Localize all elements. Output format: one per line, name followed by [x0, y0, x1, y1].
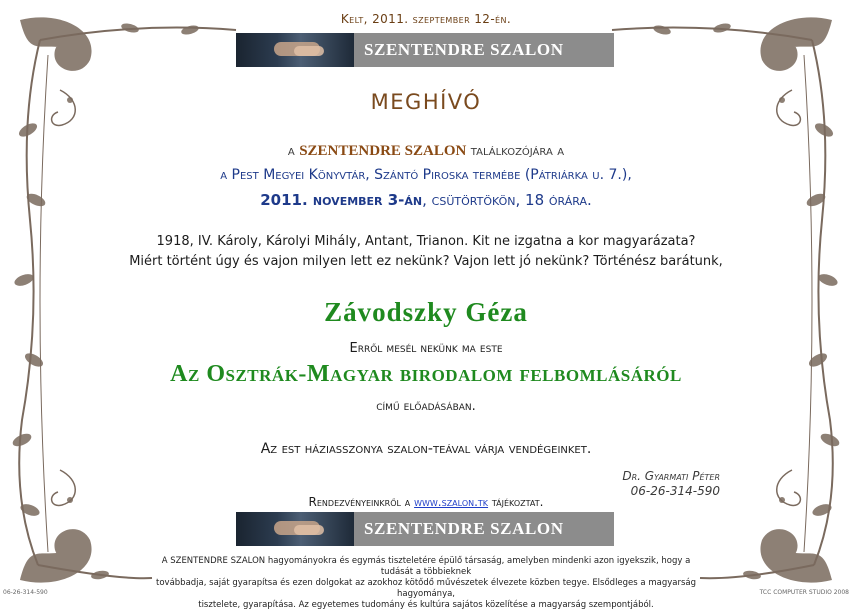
banner-label: SZENTENDRE SZALON	[364, 40, 564, 59]
intro-paragraph-2: Miért történt úgy és vajon milyen lett ez nekünk? Vajon lett jó nekünk? Történész barátunk,	[129, 254, 723, 269]
speaker-name: Závodszky Géza	[324, 297, 528, 327]
corner-left-text: 06-26-314-590	[3, 589, 48, 596]
venue-line: a Pest Megyei Könyvtár, Szántó Piroska termébe (Pátriárka u. 7.),	[220, 167, 632, 183]
handshake-image	[236, 512, 354, 546]
line1-suffix: találkozójára a	[470, 143, 565, 159]
invite-line-1	[0, 143, 852, 160]
invitation-title: MEGHÍVÓ	[370, 90, 482, 114]
handshake-image	[236, 33, 354, 67]
corner-right-text: TCC COMPUTER STUDIO 2008	[759, 589, 849, 596]
footer-banner-label: SZENTENDRE SZALON	[364, 519, 564, 538]
signature-phone: 06-26-314-590	[630, 484, 720, 498]
lecture-line: című előadásában.	[376, 399, 476, 414]
tells-line: Erről mesél nekünk ma este	[349, 341, 503, 356]
issue-date: Kelt, 2011. szeptember 12-én.	[340, 12, 512, 26]
website-link[interactable]: www.szalon.tk	[414, 495, 489, 509]
footer-banner	[236, 512, 614, 546]
header-banner	[236, 33, 614, 67]
info-suffix: tájékoztat.	[491, 495, 544, 509]
event-time: , csütörtökön, 18 órára.	[422, 191, 592, 209]
footer-text-line-1: A SZENTENDRE SZALON hagyományokra és egymás tiszteletére épülő társaság, amelyben mindenki azon igyekszik, hogy a tudását a többieknek	[161, 556, 691, 577]
footer-text	[152, 556, 700, 611]
date-time-line	[0, 191, 852, 209]
footer-text-line-3: tisztelete, gyarapítása. Az egyetemes tudomány és kultúra sajátos közelítése a magyarság szempontjából.	[198, 600, 654, 610]
intro-paragraph-1: 1918, IV. Károly, Károlyi Mihály, Antant, Trianon. Kit ne izgatna a kor magyarázata?	[156, 234, 696, 249]
info-prefix: Rendezvényeinkről a	[308, 495, 411, 509]
salon-name: SZENTENDRE SZALON	[299, 143, 467, 159]
hostess-line: Az est háziasszonya szalon-teával várja vendégeinket.	[260, 441, 592, 457]
lecture-topic: Az Osztrák-Magyar birodalom felbomlásáról	[170, 361, 682, 387]
info-line	[0, 495, 852, 509]
line1-prefix: a	[287, 143, 295, 159]
footer-text-line-2: továbbadja, saját gyarapítsa és ezen dolgokat az azokhoz kötődő művészetek élvezete közben tegye. Elsődleges a magyarság hagyománya,	[156, 578, 696, 599]
event-date: 2011. november 3-án	[260, 191, 423, 209]
signature-name: Dr. Gyarmati Péter	[622, 469, 720, 483]
